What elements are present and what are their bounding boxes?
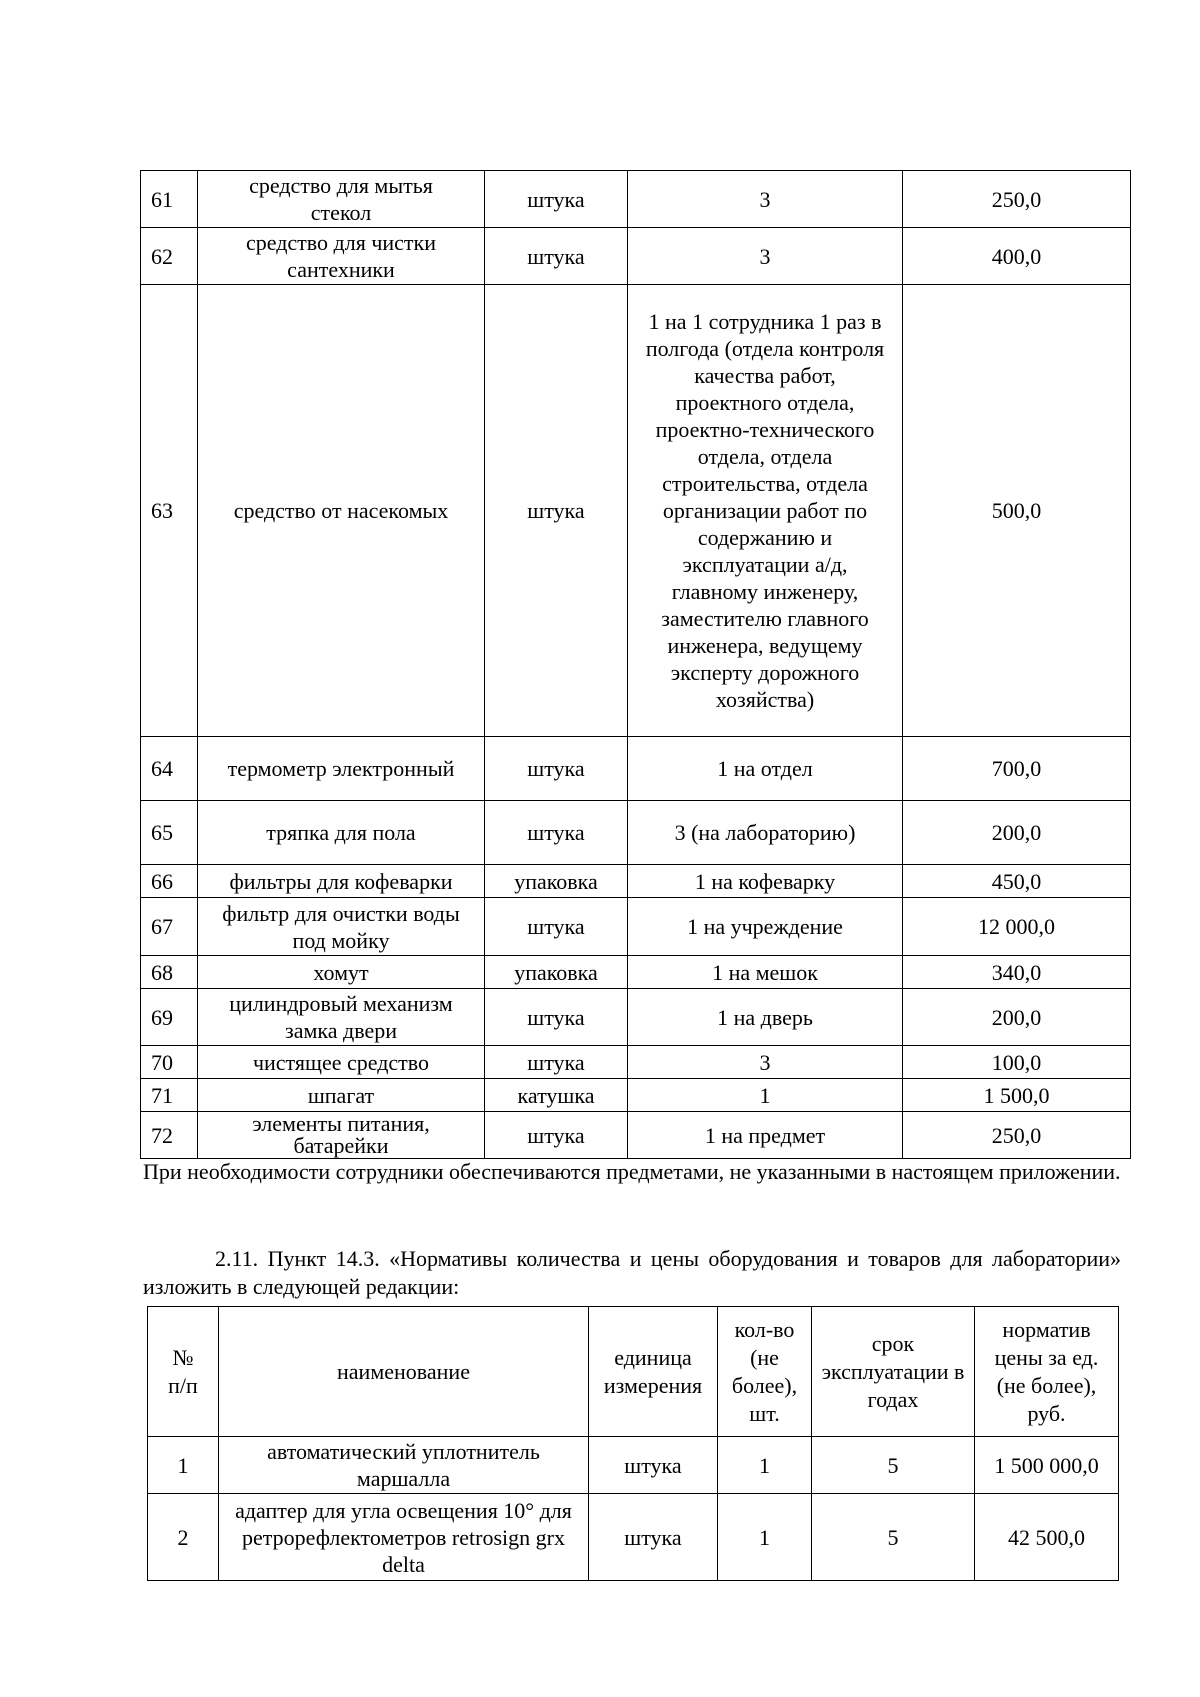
row-number: 67 bbox=[141, 898, 198, 956]
row-number: 1 bbox=[148, 1437, 219, 1494]
header-name: наименование bbox=[219, 1307, 589, 1437]
item-price: 250,0 bbox=[903, 171, 1131, 228]
table-row bbox=[141, 956, 1131, 989]
table-row bbox=[141, 865, 1131, 898]
row-number: 66 bbox=[141, 865, 198, 898]
item-unit: упаковка bbox=[485, 956, 628, 989]
item-price: 200,0 bbox=[903, 989, 1131, 1046]
item-unit: штука bbox=[485, 801, 628, 865]
item-unit: штука bbox=[589, 1494, 718, 1581]
row-number: 65 bbox=[141, 801, 198, 865]
item-price: 1 500 000,0 bbox=[975, 1437, 1119, 1494]
header-service-life: срок эксплуатации в годах bbox=[812, 1307, 975, 1437]
row-number: 61 bbox=[141, 171, 198, 228]
item-name: чистящее средство bbox=[198, 1046, 485, 1079]
table-row bbox=[141, 228, 1131, 285]
item-price: 200,0 bbox=[903, 801, 1131, 865]
note-text: При необходимости сотрудники обеспечиваются предметами, не указанными в настоящем приложении. bbox=[143, 1159, 1121, 1184]
item-name: цилиндровый механизм замка двери bbox=[198, 989, 485, 1046]
item-unit: штука bbox=[485, 171, 628, 228]
table-row bbox=[148, 1494, 1119, 1581]
row-number: 69 bbox=[141, 989, 198, 1046]
item-price: 100,0 bbox=[903, 1046, 1131, 1079]
table-row bbox=[141, 737, 1131, 801]
row-number: 70 bbox=[141, 1046, 198, 1079]
item-price: 42 500,0 bbox=[975, 1494, 1119, 1581]
item-name: автоматический уплотнитель маршалла bbox=[219, 1437, 589, 1494]
item-service-life: 5 bbox=[812, 1437, 975, 1494]
table-row bbox=[141, 285, 1131, 737]
item-name: тряпка для пола bbox=[198, 801, 485, 865]
table-row bbox=[141, 898, 1131, 956]
supplies-table bbox=[140, 170, 1131, 1159]
item-quantity: 3 bbox=[628, 171, 903, 228]
item-unit: штука bbox=[589, 1437, 718, 1494]
table-row bbox=[148, 1437, 1119, 1494]
item-name: элементы питания, батарейки bbox=[198, 1112, 485, 1159]
item-price: 400,0 bbox=[903, 228, 1131, 285]
item-price: 700,0 bbox=[903, 737, 1131, 801]
item-quantity: 1 на дверь bbox=[628, 989, 903, 1046]
header-price: норматив цены за ед. (не более), руб. bbox=[975, 1307, 1119, 1437]
row-number: 64 bbox=[141, 737, 198, 801]
item-name: термометр электронный bbox=[198, 737, 485, 801]
item-name: средство для чистки сантехники bbox=[198, 228, 485, 285]
item-quantity: 1 bbox=[718, 1494, 812, 1581]
item-quantity: 1 на 1 сотрудника 1 раз в полгода (отдела контроля качества работ, проектного отдела, проектно-технического отдела, отдела строительства, отдела организации работ по содержанию и эксплуатации а/д, главному инженеру, заместителю главного инженера, ведущему эксперту дорожного хозяйства) bbox=[628, 285, 903, 737]
header-unit: единица измерения bbox=[589, 1307, 718, 1437]
table-row bbox=[141, 171, 1131, 228]
item-quantity: 1 на учреждение bbox=[628, 898, 903, 956]
item-price: 250,0 bbox=[903, 1112, 1131, 1159]
item-quantity: 3 bbox=[628, 228, 903, 285]
row-number: 2 bbox=[148, 1494, 219, 1581]
item-quantity: 3 (на лабораторию) bbox=[628, 801, 903, 865]
item-unit: упаковка bbox=[485, 865, 628, 898]
item-quantity: 1 на мешок bbox=[628, 956, 903, 989]
item-price: 1 500,0 bbox=[903, 1079, 1131, 1112]
item-unit: штука bbox=[485, 898, 628, 956]
item-name: фильтр для очистки воды под мойку bbox=[198, 898, 485, 956]
item-price: 340,0 bbox=[903, 956, 1131, 989]
row-number: 68 bbox=[141, 956, 198, 989]
table-row bbox=[141, 1046, 1131, 1079]
header-num: № п/п bbox=[148, 1307, 219, 1437]
item-unit: катушка bbox=[485, 1079, 628, 1112]
item-name: фильтры для кофеварки bbox=[198, 865, 485, 898]
table-row bbox=[141, 989, 1131, 1046]
table-row bbox=[141, 1112, 1131, 1159]
item-price: 450,0 bbox=[903, 865, 1131, 898]
item-name: шпагат bbox=[198, 1079, 485, 1112]
item-quantity: 1 bbox=[628, 1079, 903, 1112]
item-price: 12 000,0 bbox=[903, 898, 1131, 956]
item-unit: штука bbox=[485, 989, 628, 1046]
item-name: хомут bbox=[198, 956, 485, 989]
item-quantity: 1 на предмет bbox=[628, 1112, 903, 1159]
section-paragraph: 2.11. Пункт 14.3. «Нормативы количества и цены оборудования и товаров для лаборатории» изложить в следующей редакции: bbox=[143, 1246, 1121, 1299]
table-header-row bbox=[148, 1307, 1119, 1437]
row-number: 71 bbox=[141, 1079, 198, 1112]
table-row bbox=[141, 1079, 1131, 1112]
item-unit: штука bbox=[485, 737, 628, 801]
item-name: средство для мытья стекол bbox=[198, 171, 485, 228]
item-quantity: 3 bbox=[628, 1046, 903, 1079]
table-row bbox=[141, 801, 1131, 865]
item-quantity: 1 bbox=[718, 1437, 812, 1494]
laboratory-equipment-table bbox=[147, 1306, 1119, 1581]
item-unit: штука bbox=[485, 285, 628, 737]
row-number: 72 bbox=[141, 1112, 198, 1159]
item-unit: штука bbox=[485, 1112, 628, 1159]
item-name: адаптер для угла освещения 10° для ретрорефлектометров retrosign grx delta bbox=[219, 1494, 589, 1581]
item-service-life: 5 bbox=[812, 1494, 975, 1581]
item-name: средство от насекомых bbox=[198, 285, 485, 737]
item-unit: штука bbox=[485, 228, 628, 285]
header-quantity: кол-во (не более), шт. bbox=[718, 1307, 812, 1437]
item-price: 500,0 bbox=[903, 285, 1131, 737]
row-number: 62 bbox=[141, 228, 198, 285]
item-unit: штука bbox=[485, 1046, 628, 1079]
item-quantity: 1 на кофеварку bbox=[628, 865, 903, 898]
row-number: 63 bbox=[141, 285, 198, 737]
item-quantity: 1 на отдел bbox=[628, 737, 903, 801]
